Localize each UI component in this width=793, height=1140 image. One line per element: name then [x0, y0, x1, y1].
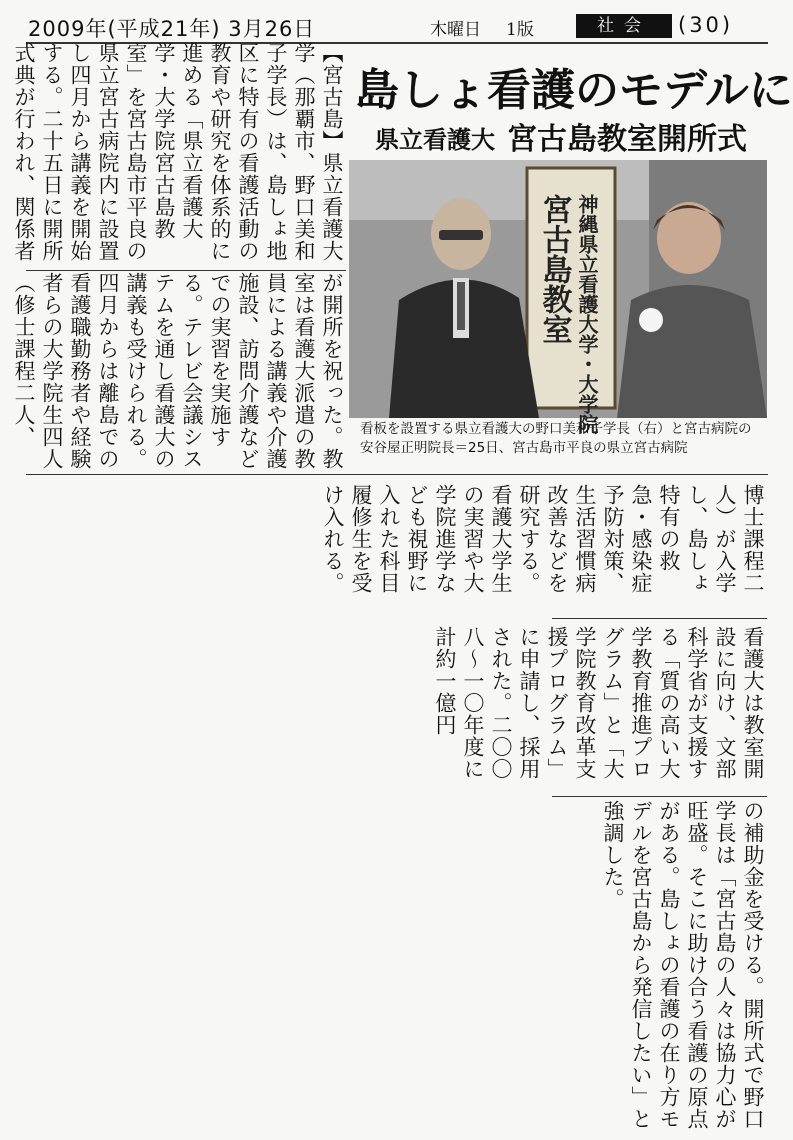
sign-line-2: 宮古島教室 [536, 194, 572, 344]
column-rule [552, 618, 767, 619]
article-body-right-2: 看護大は教室開設に向け、文部科学省が支援する「質の高い大学教育推進プログラム」と「大学院教育改革支援プログラム」に申請し、採用された。二〇〇八～一〇年度に計約一億円 [433, 626, 765, 780]
article-body-top-left: 【宮古島】県立看護大学（那覇市、野口美和子学長）は、島しょ地区に特有の看護活動の教育や研究を体系的に進める「県立看護大学・大学院宮古島教室」を宮古島市平良の県立宮古病院内に設置し四月から講義を開始する。二十五日に開所式典が行われ、関係者 [12, 42, 344, 262]
photo-caption: 看板を設置する県立看護大の野口美和子学長（右）と宮古病院の安谷屋正明院長＝25日、宮古島市平良の県立宮古病院 [360, 421, 752, 456]
subheadline-organization: 県立看護大 [375, 126, 495, 154]
publication-date: 2009年(平成21年) 3月26日 [28, 17, 316, 41]
article-body-right-3: の補助金を受ける。開所式で野口学長は「宮古島の人々は協力心が旺盛。そこに助け合う看護の原点がある。島しょの看護の在り方モデルを宮古島から発信したい」と強調した。 [601, 800, 765, 1130]
newspaper-header [28, 10, 768, 40]
column-rule [552, 796, 767, 797]
subheadline-event: 宮古島教室開所式 [507, 122, 747, 157]
sign-line-1: 神縄県立看護大学・大学院 [575, 194, 599, 434]
article-body-mid-left: が開所を祝った。教室は看護大派遣の教員による講義や介護施設、訪問介護などでの実習を実施する。テレビ会議システムを通し看護大の講義も受けられる。四月からは離島での看護職勤務者や経験者らの大学院生四人（修士課程二人、 [12, 272, 344, 470]
article-body-right-1: 博士課程二人）が入学し、島しょ特有の救急・感染症予防対策、生活習慣病改善などを研究する。看護大学生の実習や大学院進学なども視野に入れた科目履修生を受け入れる。 [321, 484, 765, 594]
column-rule [26, 270, 346, 271]
photo-illustration [349, 160, 767, 434]
headline: 島しょ看護のモデルに [355, 65, 793, 116]
edition: 1版 [506, 20, 534, 40]
weekday: 木曜日 [430, 20, 481, 40]
section-rule [26, 474, 768, 475]
news-photo [349, 160, 767, 434]
page-number: (30) [678, 13, 734, 37]
section-badge: 社会 [576, 14, 672, 38]
